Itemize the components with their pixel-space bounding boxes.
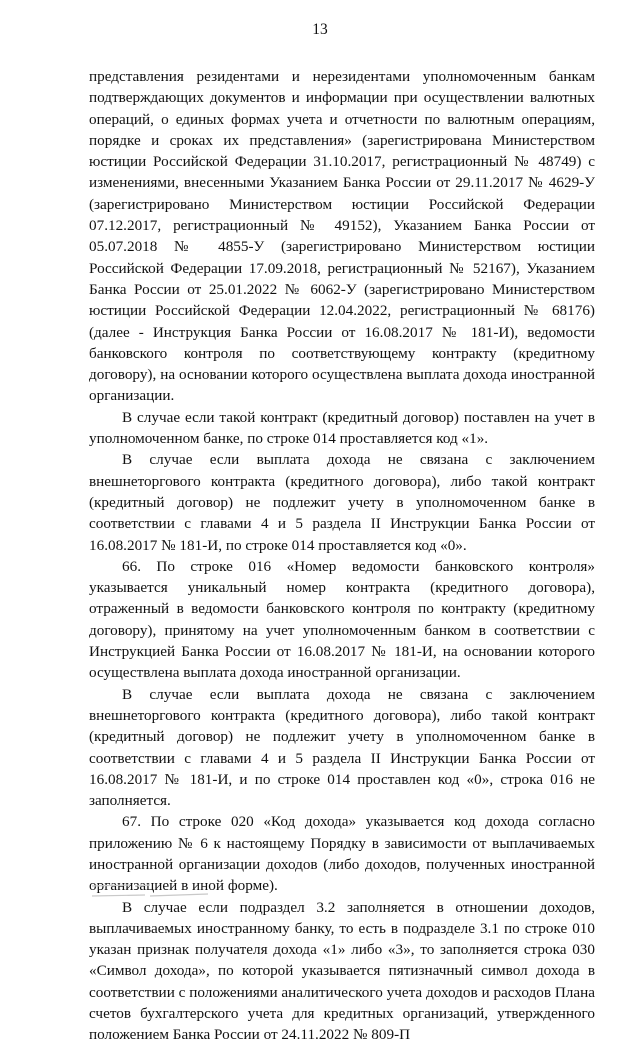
- faded-stamp-icon: [90, 880, 210, 902]
- page-number: 13: [312, 21, 328, 38]
- paragraph-continuation: представления резидентами и нерезидентами уполномоченным банкам подтверждающих документов и информации при осуществлении валютных операций, о единых формах учета и отчетности по валютным операциям, порядке и сроках их представления» (зарегистрирована Министерством юстиции Российской Федерации 31.10.2017, регистрационный № 48749) с изменениями, внесенными Указанием Банка России от 29.11.2017 № 4629-У (зарегистрировано Министерством юстиции Российской Федерации 07.12.2017, регистрационный № 49152), Указанием Банка России от 05.07.2018 № 4855-У (зарегистрировано Министерством юстиции Российской Федерации 17.09.2018, регистрационный № 52167), Указанием Банка России от 25.01.2022 № 6062-У (зарегистрировано Министерством юстиции Российской Федерации 12.04.2022, регистрационный № 68176) (далее - Инструкция Банка России от 16.08.2017 № 181-И), ведомости банковского контроля по соответствующему контракту (кредитному договору), на основании которого осуществлена выплата дохода иностранной организации.: [89, 68, 595, 405]
- paragraph-unregistered-contract-code: В случае если выплата дохода не связана с заключением внешнеторгового контракта (кредитного договора), либо такой контракт (кредитный договор) не подлежит учету в уполномоченном банке в соответствии с главами 4 и 5 раздела II Инструкции Банка России от 16.08.2017 № 181-И, по строке 014 проставляется код «0».: [89, 451, 595, 554]
- footer-stamp: [90, 880, 210, 905]
- paragraph-line-016-not-filled: В случае если выплата дохода не связана с заключением внешнеторгового контракта (кредитного договора), либо такой контракт (кредитный договор) не подлежит учету в уполномоченном банке в соответствии с главами 4 и 5 раздела II Инструкции Банка России от 16.08.2017 № 181-И, и по строке 014 проставлен код «0», строка 016 не заполняется.: [89, 685, 595, 810]
- paragraph-registered-contract-code: В случае если такой контракт (кредитный договор) поставлен на учет в уполномоченном банке, по строке 014 проставляется код «1».: [89, 408, 595, 448]
- paragraph-subsection-3-2: В случае если подраздел 3.2 заполняется в отношении доходов, выплачиваемых иностранному банку, то есть в подразделе 3.1 по строке 010 указан признак получателя дохода «1» либо «3», то заполняется строка 030 «Символ дохода», по которой указывается пятизначный символ дохода в соответствии с положениями аналитического учета доходов и расходов Плана счетов бухгалтерского учета для кредитных организаций, утвержденного положением Банка России от 24.11.2022 № 809-П: [89, 898, 595, 1044]
- paragraph-item-66: 66. По строке 016 «Номер ведомости банковского контроля» указывается уникальный номер контракта (кредитного договора), отраженный в ведомости банковского контроля по контракту (кредитному договору), принятому на учет уполномоченным банком в соответствии с Инструкцией Банка России от 16.08.2017 № 181-И, на основании которого осуществлена выплата дохода иностранной организации.: [89, 557, 595, 682]
- paragraph-item-67: 67. По строке 020 «Код дохода» указывается код дохода согласно приложению № 6 к настоящему Порядку в зависимости от выплачиваемых иностранной организации доходов (либо доходов, полученных иностранной организацией в иной форме).: [89, 813, 595, 895]
